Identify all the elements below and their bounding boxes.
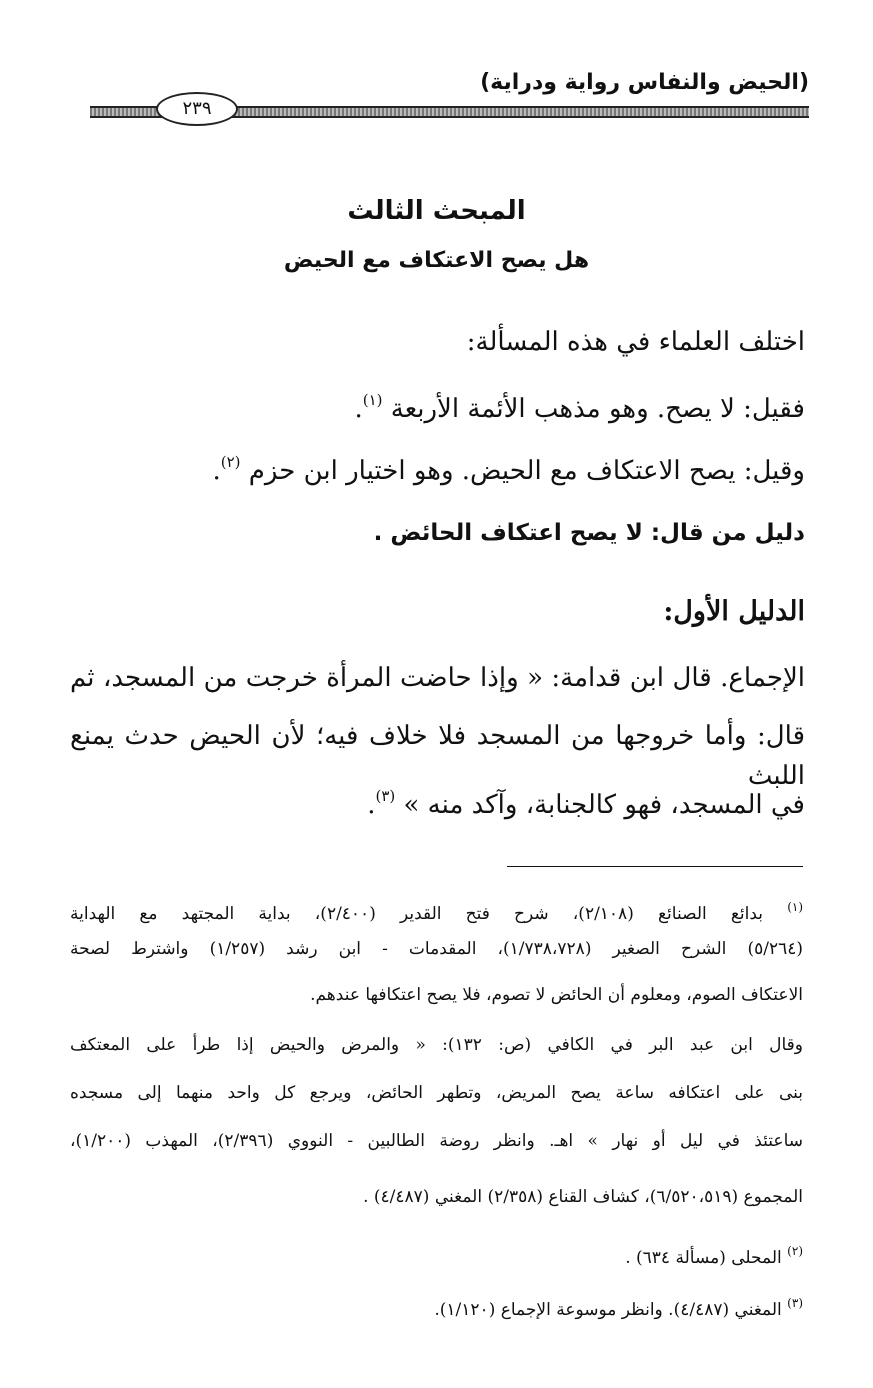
- footnote-1-line-6: ساعتئذ في ليل أو نهار » اهـ. وانظر روضة الطالبين - النووي (٢/٣٩٦)، المهذب (١/٢٠٠)،: [70, 1131, 803, 1151]
- page-number: ٢٣٩: [156, 92, 238, 126]
- footnote-1-line-3: الاعتكاف الصوم، ومعلوم أن الحائض لا تصوم، فلا يصح اعتكافها عندهم.: [310, 985, 803, 1005]
- footnote-1-line-5: بنى على اعتكافه ساعة يصح المريض، وتطهر الحائض، ويرجع كل واحد منهما إلى مسجده: [70, 1083, 803, 1103]
- footnote-1-marker: (١): [787, 900, 804, 914]
- section-title: المبحث الثالث: [347, 196, 526, 226]
- proof-line-1: الإجماع. قال ابن قدامة: « وإذا حاضت المرأة خرجت من المسجد، ثم: [70, 663, 805, 693]
- evidence-heading: دليل من قال: لا يصح اعتكاف الحائض .: [373, 520, 805, 546]
- proof-line-3: في المسجد، فهو كالجنابة، وآكد منه » $^{(٣)}$.: [367, 787, 805, 820]
- footnote-2: $^{(٢)}$ المحلى (مسألة ٦٣٤) .: [625, 1244, 803, 1268]
- running-title: (الحيض والنفاس رواية ودراية): [480, 70, 809, 95]
- footnote-2-marker: (٢): [787, 1244, 803, 1258]
- footnote-1-line-4: وقال ابن عبد البر في الكافي (ص: ١٣٢): « والمرض والحيض إذا طرأ على المعتكف: [70, 1035, 803, 1055]
- footnote-3-marker: (٣): [787, 1296, 803, 1310]
- footnote-1-line-2: (٥/٢٦٤) الشرح الصغير (١/٧٣٨،٧٢٨)، المقدمات - ابن رشد (١/٢٥٧) واشترط لصحة: [70, 939, 803, 959]
- footnote-3: $^{(٣)}$ المغني (٤/٤٨٧). وانظر موسوعة الإجماع (١/١٢٠).: [434, 1296, 803, 1320]
- footnote-ref-2: (٢): [220, 453, 241, 471]
- opinion-two-line: وقيل: يصح الاعتكاف مع الحيض. وهو اختيار ابن حزم $^{(٢)}$.: [212, 453, 805, 486]
- footnote-separator: [507, 866, 803, 867]
- footnote-1-line-7: المجموع (٦/٥٢٠،٥١٩)، كشاف القناع (٢/٣٥٨) المغني (٤/٤٨٧) .: [363, 1187, 803, 1207]
- opinion-one-text: فقيل: لا يصح. وهو مذهب الأئمة الأربعة: [390, 394, 805, 424]
- footnote-ref-3: (٣): [375, 787, 396, 805]
- section-subtitle: هل يصح الاعتكاف مع الحيض: [283, 248, 590, 273]
- opinion-two-text: وقيل: يصح الاعتكاف مع الحيض. وهو اختيار ابن حزم: [248, 456, 805, 486]
- intro-line: اختلف العلماء في هذه المسألة:: [466, 327, 805, 357]
- first-proof-heading: الدليل الأول:: [663, 596, 805, 627]
- opinion-one-line: فقيل: لا يصح. وهو مذهب الأئمة الأربعة $^{(١)}$.: [354, 391, 805, 424]
- footnote-1-line-1: $^{(١)}$ بدائع الصنائع (٢/١٠٨)، شرح فتح القدير (٢/٤٠٠)، بداية المجتهد مع الهداية: [70, 900, 804, 924]
- footnote-ref-1: (١): [362, 391, 383, 409]
- proof-line-2: قال: وأما خروجها من المسجد فلا خلاف فيه؛ لأن الحيض حدث يمنع اللبث: [70, 721, 805, 791]
